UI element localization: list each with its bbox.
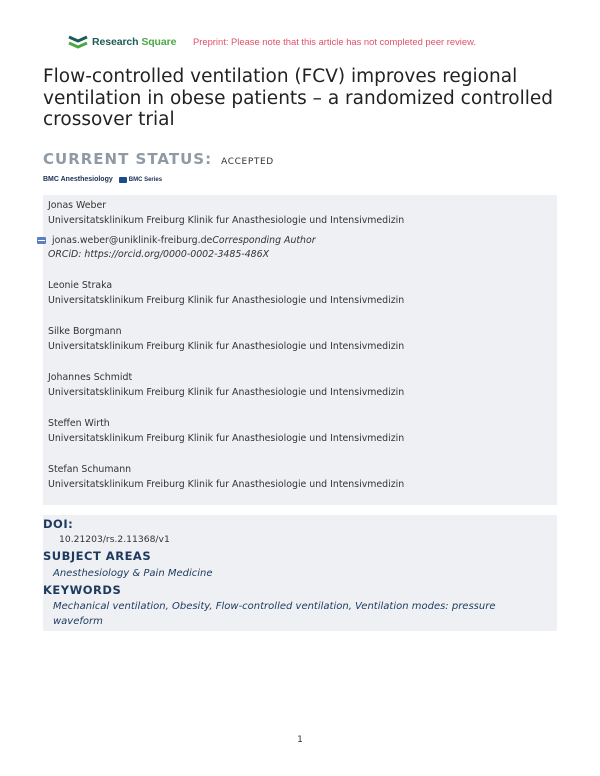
- author-affiliation: Universitatsklinikum Freiburg Klinik fur Anasthesiologie und Intensivmedizin: [48, 432, 405, 444]
- page-header: [68, 34, 548, 54]
- bmc-logo-icon: [119, 177, 127, 183]
- author-name: Silke Borgmann: [48, 326, 122, 337]
- author-affiliation: Universitatsklinikum Freiburg Klinik fur Anasthesiologie und Intensivmedizin: [48, 478, 405, 490]
- author-affiliation: Universitatsklinikum Freiburg Klinik fur Anasthesiologie und Intensivmedizin: [48, 386, 405, 398]
- author-name: Stefan Schumann: [48, 464, 132, 475]
- paper-title: Flow-controlled ventilation (FCV) improves regional ventilation in obese patients – a randomized controlled crossover trial: [43, 66, 554, 130]
- authors-panel: [43, 195, 557, 505]
- mail-icon: [37, 237, 46, 244]
- author-entry: [48, 417, 404, 446]
- author-entry: [48, 463, 404, 492]
- logo-text: Research Square: [92, 36, 177, 48]
- corresponding-label: Corresponding Author: [212, 235, 316, 246]
- author-entry: [48, 371, 404, 400]
- preprint-note: Preprint: Please note that this article has not completed peer review.: [193, 36, 476, 47]
- author-entry: [48, 279, 404, 308]
- corresponding-email[interactable]: jonas.weber@uniklinik-freiburg.de: [52, 235, 213, 246]
- status-label: CURRENT STATUS:: [43, 150, 213, 168]
- author-entry: [48, 325, 404, 354]
- author-name: Steffen Wirth: [48, 418, 110, 429]
- author-name: Leonie Straka: [48, 280, 113, 291]
- status-value: ACCEPTED: [221, 157, 274, 167]
- author-affiliation: Universitatsklinikum Freiburg Klinik fur Anasthesiologie und Intensivmedizin: [48, 340, 405, 352]
- author-entry: [48, 199, 404, 228]
- subject-value: Anesthesiology & Pain Medicine: [53, 568, 213, 579]
- current-status: [43, 149, 274, 168]
- metadata-panel: [43, 515, 557, 631]
- author-affiliation: Universitatsklinikum Freiburg Klinik fur Anasthesiologie und Intensivmedizin: [48, 214, 405, 226]
- doi-value[interactable]: 10.21203/rs.2.11368/v1: [59, 534, 170, 545]
- author-name: Jonas Weber: [48, 200, 107, 211]
- subject-heading: SUBJECT AREAS: [43, 549, 152, 563]
- journal-series: BMC Series: [128, 176, 163, 183]
- research-square-logo-icon: [68, 34, 88, 50]
- keywords-heading: KEYWORDS: [43, 583, 122, 597]
- orcid-link[interactable]: ORCiD: https://orcid.org/0000-0002-3485-486X: [48, 249, 270, 260]
- keywords-value: Mechanical ventilation, Obesity, Flow-controlled ventilation, Ventilation modes: pressure waveform: [53, 601, 496, 627]
- page-number: 1: [297, 735, 303, 745]
- journal-line: [43, 176, 162, 183]
- journal-name: BMC Anesthesiology: [43, 176, 113, 183]
- corresponding-email-line: [37, 235, 316, 246]
- author-name: Johannes Schmidt: [48, 372, 133, 383]
- research-square-logo[interactable]: [68, 34, 176, 50]
- author-affiliation: Universitatsklinikum Freiburg Klinik fur Anasthesiologie und Intensivmedizin: [48, 294, 405, 306]
- doi-heading: DOI:: [43, 517, 74, 531]
